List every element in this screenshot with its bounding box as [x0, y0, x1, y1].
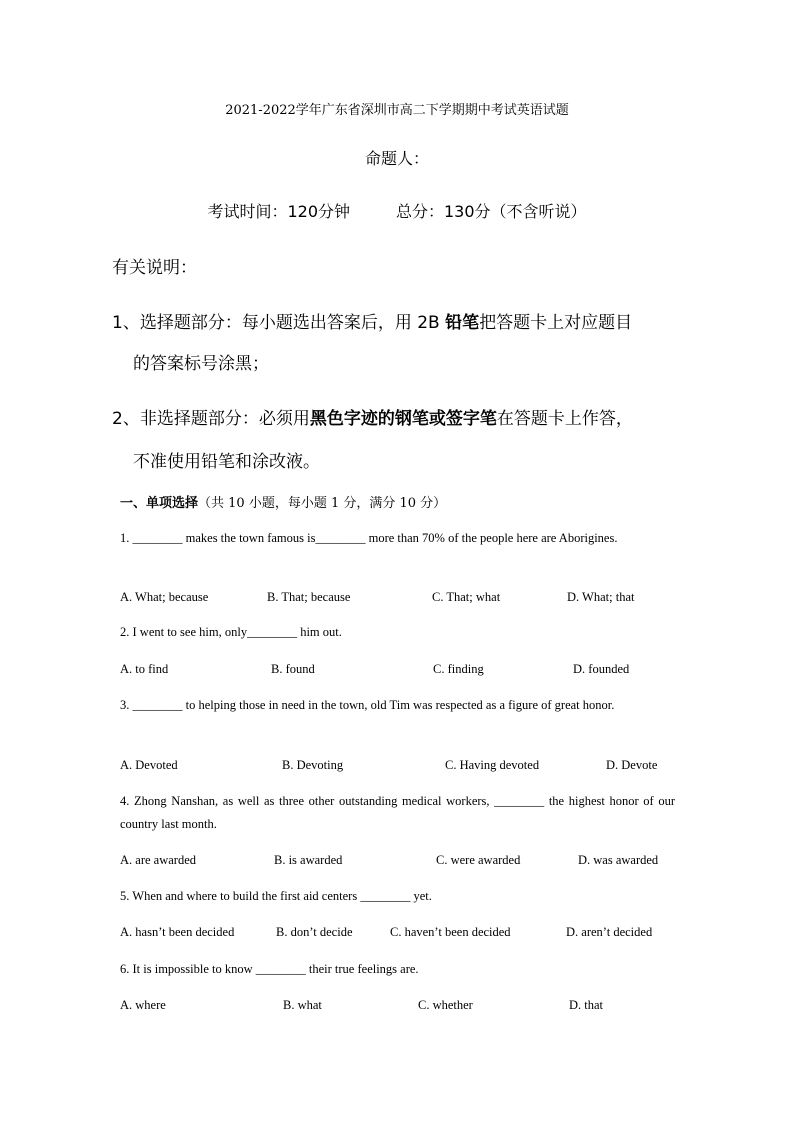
time-score-line [0, 199, 794, 222]
exam-time: 考试时间：120分钟 [207, 202, 350, 221]
q2-option-b: B. found [271, 662, 315, 676]
question-6-stem: 6. It is impossible to know ________ their true feelings are. [120, 962, 419, 976]
rule-2-suffix: 在答题卡上作答， [496, 409, 633, 429]
rule-2-line-1 [112, 404, 633, 429]
q4-option-b: B. is awarded [274, 853, 343, 867]
section-heading [120, 492, 446, 511]
q5-option-c: C. haven’t been decided [390, 925, 511, 939]
q4-option-a: A. are awarded [120, 853, 196, 867]
rule-2-prefix: 2、非选择题部分：必须用 [112, 409, 310, 429]
q1-option-b: B. That; because [267, 590, 351, 604]
section-title: 一、单项选择 [120, 496, 199, 511]
q5-option-d: D. aren’t decided [566, 925, 653, 939]
q3-option-b: B. Devoting [282, 758, 344, 772]
q2-option-d: D. founded [573, 662, 630, 676]
q3-option-a: A. Devoted [120, 758, 178, 772]
q5-option-a: A. hasn’t been decided [120, 925, 235, 939]
question-2-stem: 2. I went to see him, only________ him out. [120, 625, 342, 639]
q1-option-a: A. What; because [120, 590, 209, 604]
q1-option-d: D. What; that [567, 590, 635, 604]
q3-option-d: D. Devote [606, 758, 658, 772]
rule-1-suffix: 把答题卡上对应题目 [479, 313, 633, 333]
question-1-stem: 1. ________ makes the town famous is________ more than 70% of the people here are Aborigines. [120, 531, 618, 545]
q6-option-b: B. what [283, 998, 322, 1012]
q4-option-c: C. were awarded [436, 853, 521, 867]
author-line: 命题人： [364, 149, 429, 168]
question-4-stem: 4. Zhong Nanshan, as well as three other outstanding medical workers, ________ the highest honor of our country last month. [120, 794, 675, 831]
q2-option-a: A. to find [120, 662, 169, 676]
notes-heading: 有关说明： [112, 258, 197, 278]
q6-option-c: C. whether [418, 998, 473, 1012]
q6-option-a: A. where [120, 998, 166, 1012]
q3-option-c: C. Having devoted [445, 758, 540, 772]
rule-1-line-2: 的答案标号涂黑； [133, 354, 269, 374]
question-5-stem: 5. When and where to build the first aid centers ________ yet. [120, 889, 432, 903]
rule-2-line-2: 不准使用铅笔和涂改液。 [133, 452, 320, 472]
rule-1-prefix: 1、选择题部分：每小题选出答案后，用 2B [112, 313, 446, 333]
rule-2-bold: 黑色字迹的钢笔或签字笔 [309, 409, 497, 429]
q2-option-c: C. finding [433, 662, 484, 676]
section-note: （共 10 小题，每小题 1 分，满分 10 分） [198, 496, 447, 511]
q1-option-c: C. That; what [432, 590, 501, 604]
rule-1-line-1 [112, 308, 632, 333]
exam-title: 2021-2022学年广东省深圳市高二下学期期中考试英语试题 [225, 103, 569, 118]
total-score: 总分：130分（不含听说） [396, 202, 587, 221]
q4-option-d: D. was awarded [578, 853, 659, 867]
q5-option-b: B. don’t decide [276, 925, 353, 939]
rule-1-bold: 铅笔 [445, 313, 480, 333]
q6-option-d: D. that [569, 998, 604, 1012]
question-3-stem: 3. ________ to helping those in need in the town, old Tim was respected as a figure of great honor. [120, 698, 615, 712]
